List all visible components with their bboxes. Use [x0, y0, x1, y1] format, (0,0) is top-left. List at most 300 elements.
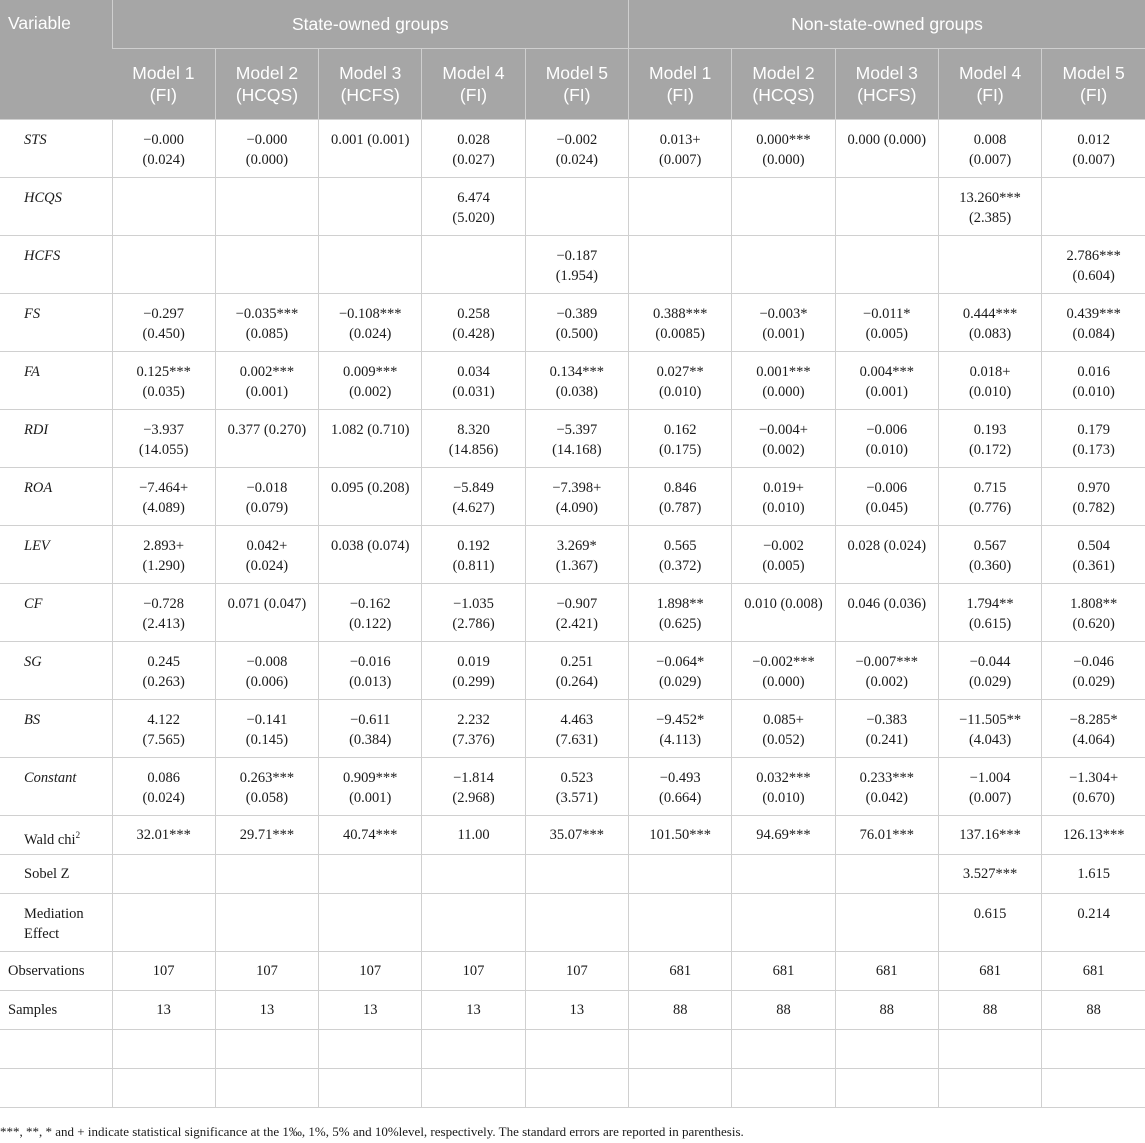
standard-error-value: (0.782) [1072, 500, 1115, 516]
table-row [0, 352, 1145, 410]
standard-error-value: (0.045) [865, 500, 908, 516]
standard-error-value: (0.122) [349, 616, 392, 632]
standard-error-value: (0.010) [762, 790, 805, 806]
standard-error-value: (0.0085) [655, 326, 705, 342]
empty-cell [0, 1069, 112, 1108]
coefficient-cell [525, 526, 628, 584]
standard-error-value: (2.786) [452, 616, 495, 632]
standard-error-value: (4.090) [555, 500, 599, 516]
standard-error-value: (0.361) [1072, 558, 1115, 574]
samples-value: 88 [629, 991, 732, 1030]
standard-error-value: (0.002) [762, 442, 805, 458]
coefficient-value: −0.000 [246, 132, 288, 148]
wald-label-superscript: 2 [75, 830, 81, 840]
coefficient-value: −1.304+ [1069, 770, 1119, 786]
coefficient-cell [629, 700, 732, 758]
standard-error-value: (0.625) [659, 616, 702, 632]
coefficient-cell [112, 352, 215, 410]
table-row [0, 642, 1145, 700]
model-header [1042, 49, 1145, 120]
coefficient-cell [112, 758, 215, 816]
coefficient-cell [732, 584, 835, 642]
coefficient-value: 1.898** [656, 596, 704, 612]
coefficient-value: 1.794** [966, 596, 1014, 612]
standard-error-value: (14.168) [552, 442, 602, 458]
mediation-value: 0.615 [938, 894, 1041, 952]
coefficient-cell [835, 758, 938, 816]
coefficient-cell [629, 178, 732, 236]
coefficient-value: 4.463 [560, 712, 594, 728]
samples-value: 13 [319, 991, 422, 1030]
coefficient-value: 0.002*** [239, 364, 295, 380]
coefficient-cell [835, 526, 938, 584]
coefficient-cell [319, 468, 422, 526]
coefficient-cell [422, 468, 525, 526]
standard-error-value: (0.787) [659, 500, 702, 516]
empty-cell [835, 1069, 938, 1108]
standard-error-value: (0.264) [555, 674, 599, 690]
coefficient-cell [525, 178, 628, 236]
model-header-line: Model 2 (HCQS) [235, 63, 299, 105]
mediation-value [215, 894, 318, 952]
coefficient-value: 0.162 [663, 422, 697, 438]
samples-row [0, 991, 1145, 1030]
standard-error-value: (0.038) [555, 384, 599, 400]
coefficient-value: −0.044 [969, 654, 1011, 670]
coefficient-value: −0.007*** [855, 654, 919, 670]
standard-error-value: (0.670) [1072, 790, 1115, 806]
coefficient-value: 0.032*** [756, 770, 811, 786]
coefficient-value: −9.452* [656, 712, 705, 728]
coefficient-value: 1.808** [1070, 596, 1118, 612]
coefficient-value: −0.611 [350, 712, 391, 728]
coefficient-cell [938, 758, 1041, 816]
standard-error-value: (0.010) [659, 384, 702, 400]
empty-cell [319, 1069, 422, 1108]
coefficient-value: 0.004*** [859, 364, 914, 380]
standard-error-value: (0.000) [762, 384, 805, 400]
coefficient-cell [422, 294, 525, 352]
coefficient-cell [112, 120, 215, 178]
coefficient-value: −0.162 [349, 596, 391, 612]
coefficient-value: −1.035 [453, 596, 494, 612]
coefficient-cell [938, 700, 1041, 758]
standard-error-value: (0.013) [349, 674, 392, 690]
coefficient-cell [525, 120, 628, 178]
coefficient-cell [525, 584, 628, 642]
table-row [0, 178, 1145, 236]
coefficient-value: 0.565 [663, 538, 697, 554]
coefficient-cell [629, 584, 732, 642]
standard-error-value: (3.571) [555, 790, 599, 806]
observations-value: 681 [835, 952, 938, 991]
mediation-value: 0.214 [1042, 894, 1145, 952]
coefficient-cell [422, 584, 525, 642]
coefficient-cell [732, 642, 835, 700]
coefficient-value: −5.849 [453, 480, 494, 496]
standard-error-value: (0.000) [762, 152, 805, 168]
coefficient-cell [1042, 120, 1145, 178]
model-header-line: Model 3 (HCFS) [339, 63, 402, 105]
coefficient-cell [938, 178, 1041, 236]
coefficient-value: 0.038 (0.074) [330, 538, 410, 554]
samples-value: 88 [732, 991, 835, 1030]
state-owned-group-header: State-owned groups [112, 0, 629, 49]
standard-error-value: (0.024) [555, 152, 599, 168]
coefficient-cell [1042, 352, 1145, 410]
coefficient-cell [732, 410, 835, 468]
sobel-value [525, 855, 628, 894]
coefficient-value: 0.233*** [859, 770, 914, 786]
empty-cell [215, 1069, 318, 1108]
coefficient-value: 0.010 (0.008) [744, 596, 823, 612]
observations-value: 107 [319, 952, 422, 991]
coefficient-cell [319, 526, 422, 584]
coefficient-value: −0.008 [246, 654, 288, 670]
standard-error-value: (0.024) [142, 152, 185, 168]
coefficient-value: 0.001*** [756, 364, 811, 380]
samples-value: 88 [1042, 991, 1145, 1030]
standard-error-value: (0.500) [555, 326, 599, 342]
coefficient-cell [732, 468, 835, 526]
empty-cell [938, 1069, 1041, 1108]
coefficient-cell [835, 410, 938, 468]
coefficient-cell [525, 294, 628, 352]
coefficient-cell [525, 758, 628, 816]
standard-error-value: (0.001) [762, 326, 805, 342]
coefficient-value: 0.085+ [763, 712, 804, 728]
table-row [0, 526, 1145, 584]
coefficient-cell [525, 468, 628, 526]
coefficient-value: −0.064* [656, 654, 705, 670]
observations-value: 681 [1042, 952, 1145, 991]
coefficient-value: 0.258 [457, 306, 490, 322]
coefficient-value: 0.439*** [1066, 306, 1121, 322]
coefficient-cell [112, 236, 215, 294]
coefficient-value: 0.251 [560, 654, 594, 670]
standard-error-value: (4.113) [659, 732, 702, 748]
observations-value: 107 [525, 952, 628, 991]
model-header-line: Model 1 (FI) [132, 63, 195, 105]
variable-label: Constant [0, 758, 112, 816]
standard-error-value: (1.367) [555, 558, 599, 574]
empty-cell [835, 1030, 938, 1069]
coefficient-value: −0.000 [143, 132, 185, 148]
wald-value: 11.00 [422, 816, 525, 855]
standard-error-value: (0.083) [968, 326, 1012, 342]
coefficient-cell [1042, 642, 1145, 700]
table-row [0, 700, 1145, 758]
model-header-line: Model 5 (FI) [1062, 63, 1125, 105]
coefficient-cell [938, 236, 1041, 294]
samples-value: 13 [112, 991, 215, 1030]
coefficient-cell [835, 236, 938, 294]
coefficient-value: 0.019+ [763, 480, 804, 496]
coefficient-cell [525, 352, 628, 410]
coefficient-cell [112, 294, 215, 352]
variable-label: RDI [0, 410, 112, 468]
coefficient-value: 0.909*** [343, 770, 398, 786]
coefficient-cell [422, 410, 525, 468]
table-row [0, 120, 1145, 178]
standard-error-value: (2.968) [452, 790, 495, 806]
coefficient-cell [732, 758, 835, 816]
standard-error-value: (0.172) [968, 442, 1012, 458]
sobel-row [0, 855, 1145, 894]
coefficient-cell [319, 120, 422, 178]
coefficient-value: 1.082 (0.710) [330, 422, 410, 438]
standard-error-value: (0.084) [1072, 326, 1115, 342]
mediation-value [112, 894, 215, 952]
coefficient-value: 0.179 [1077, 422, 1110, 438]
coefficient-value: 0.192 [457, 538, 490, 554]
empty-cell [215, 1030, 318, 1069]
coefficient-value: 0.715 [973, 480, 1007, 496]
coefficient-cell [835, 584, 938, 642]
coefficient-cell [835, 642, 938, 700]
table-body [0, 120, 1145, 1108]
coefficient-cell [938, 120, 1041, 178]
standard-error-value: (0.776) [968, 500, 1012, 516]
sobel-value: 3.527*** [938, 855, 1041, 894]
variable-label: LEV [0, 526, 112, 584]
standard-error-value: (0.005) [762, 558, 805, 574]
coefficient-value: −0.389 [556, 306, 598, 322]
coefficient-value: −0.383 [866, 712, 908, 728]
coefficient-value: 0.000 (0.000) [847, 132, 927, 148]
model-header [732, 49, 835, 120]
coefficient-cell [835, 352, 938, 410]
coefficient-cell [112, 584, 215, 642]
coefficient-cell [525, 700, 628, 758]
empty-cell [629, 1069, 732, 1108]
mediation-value [732, 894, 835, 952]
standard-error-value: (0.620) [1072, 616, 1115, 632]
wald-value: 94.69*** [732, 816, 835, 855]
coefficient-cell [215, 584, 318, 642]
standard-error-value: (0.263) [142, 674, 185, 690]
coefficient-cell [215, 120, 318, 178]
wald-value: 101.50*** [629, 816, 732, 855]
mediation-value [629, 894, 732, 952]
mediation-value [525, 894, 628, 952]
coefficient-value: 13.260*** [959, 190, 1021, 206]
standard-error-value: (0.024) [245, 558, 289, 574]
standard-error-value: (0.052) [762, 732, 805, 748]
coefficient-value: 0.846 [663, 480, 697, 496]
standard-error-value: (0.010) [762, 500, 805, 516]
standard-error-value: (2.413) [142, 616, 185, 632]
coefficient-value: 0.046 (0.036) [847, 596, 927, 612]
observations-label: Observations [0, 952, 112, 991]
variable-label: FA [0, 352, 112, 410]
standard-error-value: (0.010) [968, 384, 1012, 400]
standard-error-value: (14.055) [138, 442, 189, 458]
standard-error-value: (0.000) [245, 152, 289, 168]
table-row [0, 468, 1145, 526]
coefficient-cell [112, 642, 215, 700]
standard-error-value: (0.024) [142, 790, 185, 806]
coefficient-value: 0.028 [457, 132, 490, 148]
coefficient-cell [319, 642, 422, 700]
wald-value: 35.07*** [525, 816, 628, 855]
coefficient-cell [112, 468, 215, 526]
variable-label: STS [0, 120, 112, 178]
empty-cell [319, 1030, 422, 1069]
standard-error-value: (0.005) [865, 326, 908, 342]
standard-error-value: (0.002) [865, 674, 908, 690]
coefficient-value: 2.893+ [143, 538, 185, 554]
coefficient-cell [422, 352, 525, 410]
coefficient-cell [215, 410, 318, 468]
standard-error-value: (0.664) [659, 790, 702, 806]
coefficient-cell [525, 410, 628, 468]
coefficient-cell [732, 294, 835, 352]
mediation-value [835, 894, 938, 952]
samples-value: 88 [938, 991, 1041, 1030]
standard-error-value: (0.007) [968, 790, 1012, 806]
coefficient-value: −0.035*** [235, 306, 299, 322]
coefficient-value: −0.011* [863, 306, 911, 322]
coefficient-cell [629, 294, 732, 352]
standard-error-value: (14.856) [448, 442, 499, 458]
coefficient-cell [319, 236, 422, 294]
coefficient-cell [835, 178, 938, 236]
model-header-line: Model 2 (HCQS) [752, 63, 815, 105]
standard-error-value: (0.145) [245, 732, 289, 748]
coefficient-cell [629, 642, 732, 700]
coefficient-value: 4.122 [147, 712, 180, 728]
coefficient-value: 0.193 [973, 422, 1007, 438]
coefficient-cell [629, 468, 732, 526]
standard-error-value: (0.085) [245, 326, 289, 342]
model-header [629, 49, 732, 120]
table-row [0, 584, 1145, 642]
coefficient-value: 0.042+ [246, 538, 288, 554]
model-header [319, 49, 422, 120]
coefficient-cell [319, 758, 422, 816]
standard-error-value: (0.010) [1072, 384, 1115, 400]
sobel-value [835, 855, 938, 894]
coefficient-value: 0.086 [147, 770, 180, 786]
coefficient-value: −0.018 [246, 480, 288, 496]
coefficient-value: 8.320 [457, 422, 490, 438]
coefficient-cell [835, 294, 938, 352]
coefficient-value: −0.002*** [752, 654, 815, 670]
table-row [0, 236, 1145, 294]
variable-label: FS [0, 294, 112, 352]
empty-cell [732, 1030, 835, 1069]
sobel-value: 1.615 [1042, 855, 1145, 894]
coefficient-value: −1.814 [453, 770, 494, 786]
coefficient-cell [319, 294, 422, 352]
wald-value: 29.71*** [215, 816, 318, 855]
observations-row [0, 952, 1145, 991]
coefficient-cell [938, 410, 1041, 468]
coefficient-cell [112, 410, 215, 468]
standard-error-value: (2.421) [555, 616, 599, 632]
coefficient-cell [215, 758, 318, 816]
table-row [0, 758, 1145, 816]
standard-error-value: (0.428) [452, 326, 495, 342]
coefficient-cell [1042, 468, 1145, 526]
coefficient-cell [422, 178, 525, 236]
sobel-value [215, 855, 318, 894]
sobel-value [319, 855, 422, 894]
coefficient-value: 0.245 [147, 654, 180, 670]
observations-value: 681 [629, 952, 732, 991]
coefficient-value: −0.046 [1073, 654, 1115, 670]
table-header [0, 0, 1145, 120]
standard-error-value: (4.089) [142, 500, 185, 516]
empty-cell [525, 1069, 628, 1108]
coefficient-cell [422, 120, 525, 178]
coefficient-cell [732, 526, 835, 584]
coefficient-cell [319, 584, 422, 642]
mediation-row [0, 894, 1145, 952]
model-header-row [0, 49, 1145, 120]
standard-error-value: (0.001) [865, 384, 908, 400]
coefficient-value: −8.285* [1069, 712, 1118, 728]
standard-error-value: (0.615) [968, 616, 1012, 632]
wald-value: 126.13*** [1042, 816, 1145, 855]
standard-error-value: (0.006) [245, 674, 289, 690]
standard-error-value: (0.079) [245, 500, 289, 516]
coefficient-value: 0.125*** [136, 364, 191, 380]
table-row [0, 410, 1145, 468]
coefficient-value: 0.016 [1077, 364, 1110, 380]
coefficient-value: 3.269* [556, 538, 597, 554]
coefficient-cell [215, 178, 318, 236]
sobel-value [112, 855, 215, 894]
coefficient-cell [525, 236, 628, 294]
wald-label-text: Wald chi [24, 831, 76, 848]
coefficient-cell [112, 178, 215, 236]
model-header-line: Model 1 (FI) [649, 63, 712, 105]
observations-value: 107 [112, 952, 215, 991]
wald-value: 137.16*** [938, 816, 1041, 855]
wald-label [0, 816, 112, 855]
coefficient-value: −0.297 [143, 306, 185, 322]
coefficient-cell [629, 120, 732, 178]
coefficient-value: −0.003* [759, 306, 808, 322]
coefficient-value: 0.012 [1077, 132, 1110, 148]
standard-error-value: (4.627) [452, 500, 495, 516]
coefficient-cell [938, 584, 1041, 642]
variable-label: HCFS [0, 236, 112, 294]
empty-cell [629, 1030, 732, 1069]
coefficient-value: −0.004+ [759, 422, 808, 438]
standard-error-value: (0.604) [1072, 268, 1115, 284]
mediation-value [422, 894, 525, 952]
standard-error-value: (1.290) [142, 558, 185, 574]
coefficient-cell [422, 236, 525, 294]
coefficient-value: −0.907 [556, 596, 598, 612]
coefficient-cell [319, 410, 422, 468]
coefficient-value: 0.000*** [756, 132, 811, 148]
model-header-line: Model 4 (FI) [442, 63, 505, 105]
standard-error-value: (0.450) [142, 326, 185, 342]
coefficient-value: −1.004 [969, 770, 1011, 786]
standard-error-value: (0.000) [762, 674, 805, 690]
model-header-line: Model 3 (HCFS) [855, 63, 918, 105]
standard-error-value: (0.029) [968, 674, 1012, 690]
mediation-label-line: Mediation [24, 906, 84, 922]
variable-column-header: Variable [0, 0, 112, 120]
standard-error-value: (0.372) [659, 558, 702, 574]
sobel-label: Sobel Z [0, 855, 112, 894]
standard-error-value: (0.001) [349, 790, 392, 806]
